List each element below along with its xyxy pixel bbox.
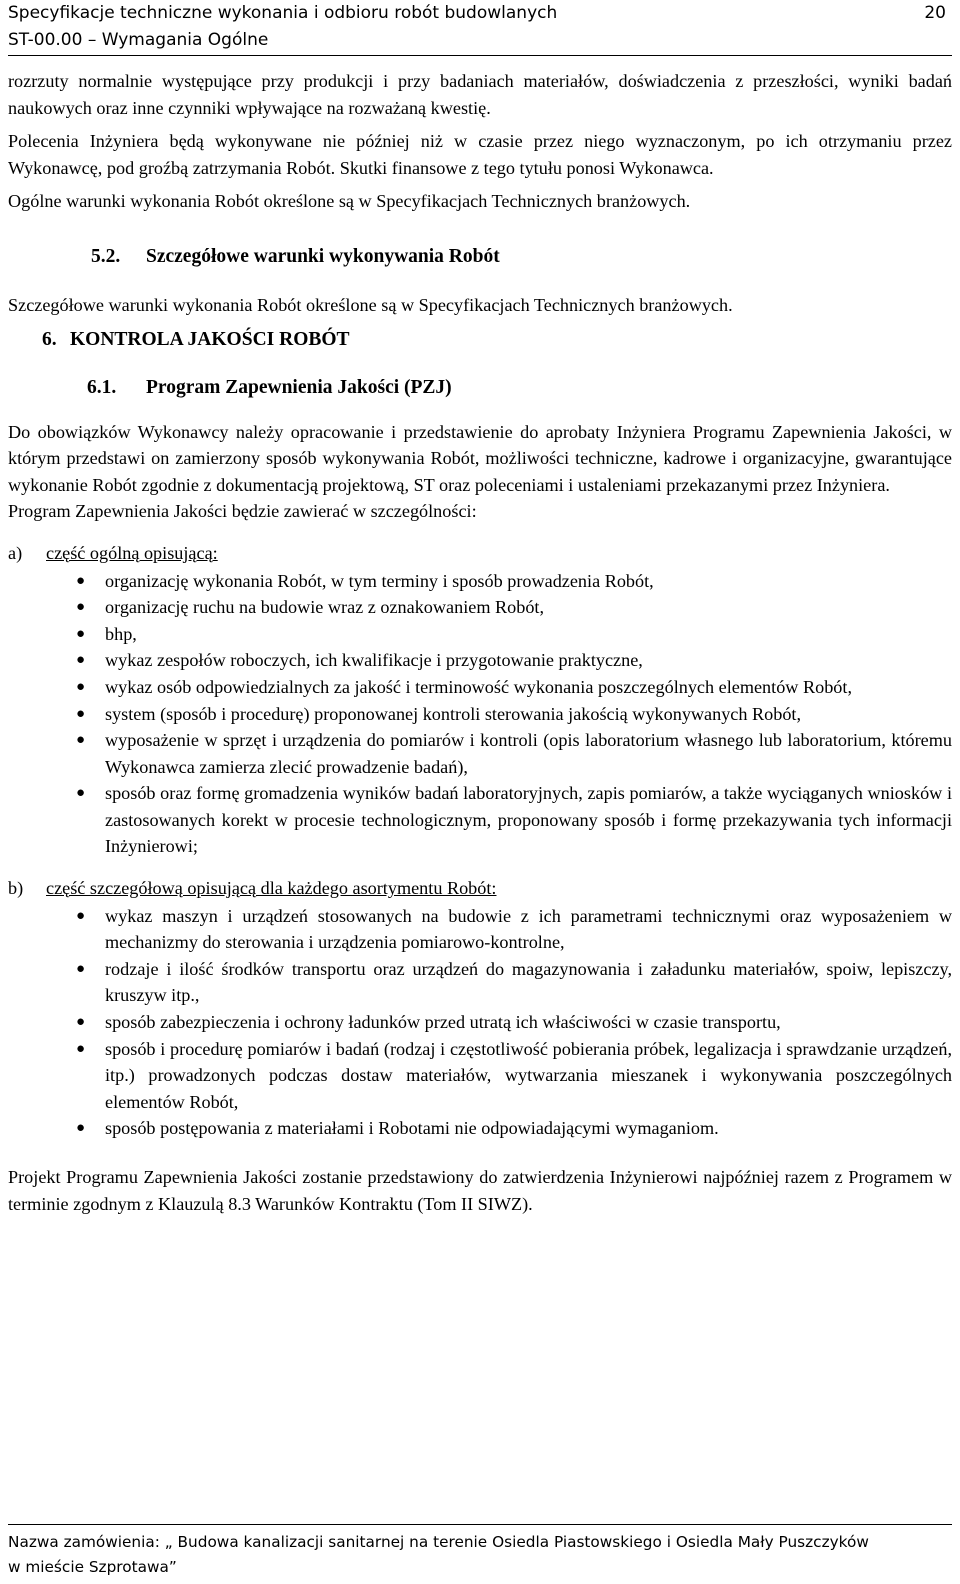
bullet-icon: ●	[76, 732, 86, 749]
page-footer	[8, 1530, 952, 1580]
list-item-text: organizację ruchu na budowie wraz z oznakowaniem Robót,	[105, 597, 545, 618]
list-item-text: sposób zabezpieczenia i ochrony ładunków przed utratą ich właściwości w czasie transportu,	[105, 1012, 781, 1033]
paragraph-engineer-orders: Polecenia Inżyniera będą wykonywane nie później niż w czasie przez niego wyznaczonym, po ich otrzymaniu przez Wykonawcę, pod groźbą zatrzymania Robót. Skutki finansowe z tego tytułu ponosi Wykonawca.	[8, 131, 952, 178]
footer-project-name: Nazwa zamówienia: „ Budowa kanalizacji sanitarnej na terenie Osiedla Piastowskiego i Osiedla Mały Puszczyków	[8, 1533, 869, 1551]
section-6-heading	[42, 325, 952, 355]
section-5-2-heading	[91, 242, 952, 272]
list-item-text: system (sposób i procedurę) proponowanej kontroli sterowania jakością wykonywanych Robót,	[105, 703, 802, 724]
bullet-icon: ●	[76, 599, 86, 616]
page-header	[8, 0, 952, 54]
footer-project-location: w mieście Szprotawa”	[8, 1558, 177, 1576]
list-item	[8, 701, 952, 728]
page-number: 20	[924, 3, 946, 23]
footer-divider	[8, 1524, 952, 1525]
section-5-2-body: Szczegółowe warunki wykonania Robót określone są w Specyfikacjach Technicznych branżowych.	[8, 294, 733, 315]
list-item	[8, 647, 952, 674]
bullet-icon: ●	[76, 652, 86, 669]
list-item	[8, 780, 952, 860]
list-b	[8, 875, 952, 1142]
section-6-1-intro: Program Zapewnienia Jakości będzie zawierać w szczególności:	[8, 501, 477, 522]
list-item-text: rodzaje i ilość środków transportu oraz urządzeń do magazynowania i załadunku materiałów, spoiw, lepiszczy, kruszyw itp.,	[105, 958, 952, 1006]
bullet-icon: ●	[76, 1040, 86, 1057]
list-item-text: wyposażenie w sprzęt i urządzenia do pomiarów i kontroli (opis laboratorium własnego lub laboratorium, któremu Wykonawca zamierza zlecić prowadzenie badań),	[105, 730, 952, 777]
header-doc-title: Specyfikacje techniczne wykonania i odbioru robót budowlanych	[8, 3, 558, 23]
bullet-icon: ●	[76, 572, 86, 589]
header-doc-subtitle: ST-00.00 – Wymagania Ogólne	[8, 30, 269, 50]
list-item	[8, 674, 952, 701]
list-a-letter: a)	[8, 542, 23, 563]
bullet-icon: ●	[76, 625, 86, 642]
bullet-icon: ●	[76, 705, 86, 722]
bullet-icon: ●	[76, 907, 86, 924]
bullet-icon: ●	[76, 960, 86, 977]
list-item	[8, 594, 952, 621]
list-item-text: sposób oraz formę gromadzenia wyników badań laboratoryjnych, zapis pomiarów, a także wyciąganych wniosków i zastosowanych korekt w procesie technologicznym, proponowany sposób i formę przekazywania tych informacji Inżynierowi;	[105, 783, 952, 857]
header-divider	[8, 55, 952, 56]
list-item	[8, 1115, 952, 1142]
list-b-letter: b)	[8, 878, 24, 899]
list-item	[8, 903, 952, 956]
section-6-number: 6.	[42, 328, 57, 350]
list-item	[8, 1036, 952, 1116]
list-item	[8, 621, 952, 648]
section-6-1-body: Do obowiązków Wykonawcy należy opracowanie i przedstawienie do aprobaty Inżyniera Programu Zapewnienia Jakości, w którym przedstawi on zamierzony sposób wykonywania Robót, możliwości techniczne, kadrowe i organizacyjne, gwarantujące wykonanie Robót zgodnie z dokumentacją projektową, ST oraz poleceniami i ustaleniami przekazanymi przez Inżyniera.	[8, 421, 952, 495]
section-6-title: KONTROLA JAKOŚCI ROBÓT	[70, 328, 350, 350]
section-5-2-title: Szczegółowe warunki wykonywania Robót	[146, 245, 500, 267]
bullet-icon: ●	[76, 785, 86, 802]
bullet-icon: ●	[76, 1120, 86, 1137]
section-6-1-number: 6.1.	[87, 376, 117, 398]
list-item-text: wykaz zespołów roboczych, ich kwalifikacje i przygotowanie praktyczne,	[105, 650, 643, 671]
list-a-items	[8, 568, 952, 861]
list-item	[8, 568, 952, 595]
paragraph-continuation: rozrzuty normalnie występujące przy produkcji i przy badaniach materiałów, doświadczenia z przeszłości, wyniki badań naukowych oraz inne czynniki wpływające na rozważaną kwestię.	[8, 71, 952, 118]
list-item	[8, 1009, 952, 1036]
section-6-1-title: Program Zapewnienia Jakości (PZJ)	[146, 376, 452, 398]
section-6-1-heading	[87, 373, 952, 403]
list-b-heading	[8, 875, 952, 902]
section-5-2-number: 5.2.	[91, 245, 121, 267]
list-item-text: sposób postępowania z materiałami i Robotami nie odpowiadającymi wymaganiom.	[105, 1118, 719, 1139]
list-item-text: wykaz osób odpowiedzialnych za jakość i terminowość wykonania poszczególnych elementów Robót,	[105, 676, 852, 697]
paragraph-general-conditions: Ogólne warunki wykonania Robót określone są w Specyfikacjach Technicznych branżowych.	[8, 191, 691, 212]
list-item-text: organizację wykonania Robót, w tym terminy i sposób prowadzenia Robót,	[105, 570, 654, 591]
bullet-icon: ●	[76, 1014, 86, 1031]
list-item	[8, 956, 952, 1009]
list-b-items	[8, 903, 952, 1142]
paragraph-closing: Projekt Programu Zapewnienia Jakości zostanie przedstawiony do zatwierdzenia Inżynierowi najpóźniej razem z Programem w terminie zgodnym z Klauzulą 8.3 Warunków Kontraktu (Tom II SIWZ).	[8, 1167, 952, 1214]
list-a-heading	[8, 540, 952, 567]
list-item-text: wykaz maszyn i urządzeń stosowanych na budowie z ich parametrami technicznymi oraz wyposażeniem w mechanizmy do sterowania i urządzenia pomiarowo-kontrolne,	[105, 905, 952, 953]
list-b-title: część szczegółową opisującą dla każdego asortymentu Robót:	[46, 878, 497, 899]
list-item	[8, 727, 952, 780]
list-item-text: bhp,	[105, 623, 137, 644]
list-a	[8, 540, 952, 860]
document-body	[8, 68, 952, 1217]
list-a-title: część ogólną opisującą:	[46, 542, 218, 563]
bullet-icon: ●	[76, 678, 86, 695]
list-item-text: sposób i procedurę pomiarów i badań (rodzaj i częstotliwość pobierania próbek, legalizacja i sprawdzanie urządzeń, itp.) prowadzonych podczas dostaw materiałów, wytwarzania mieszanek i wykonywania poszczególnych elementów Robót,	[105, 1038, 952, 1112]
